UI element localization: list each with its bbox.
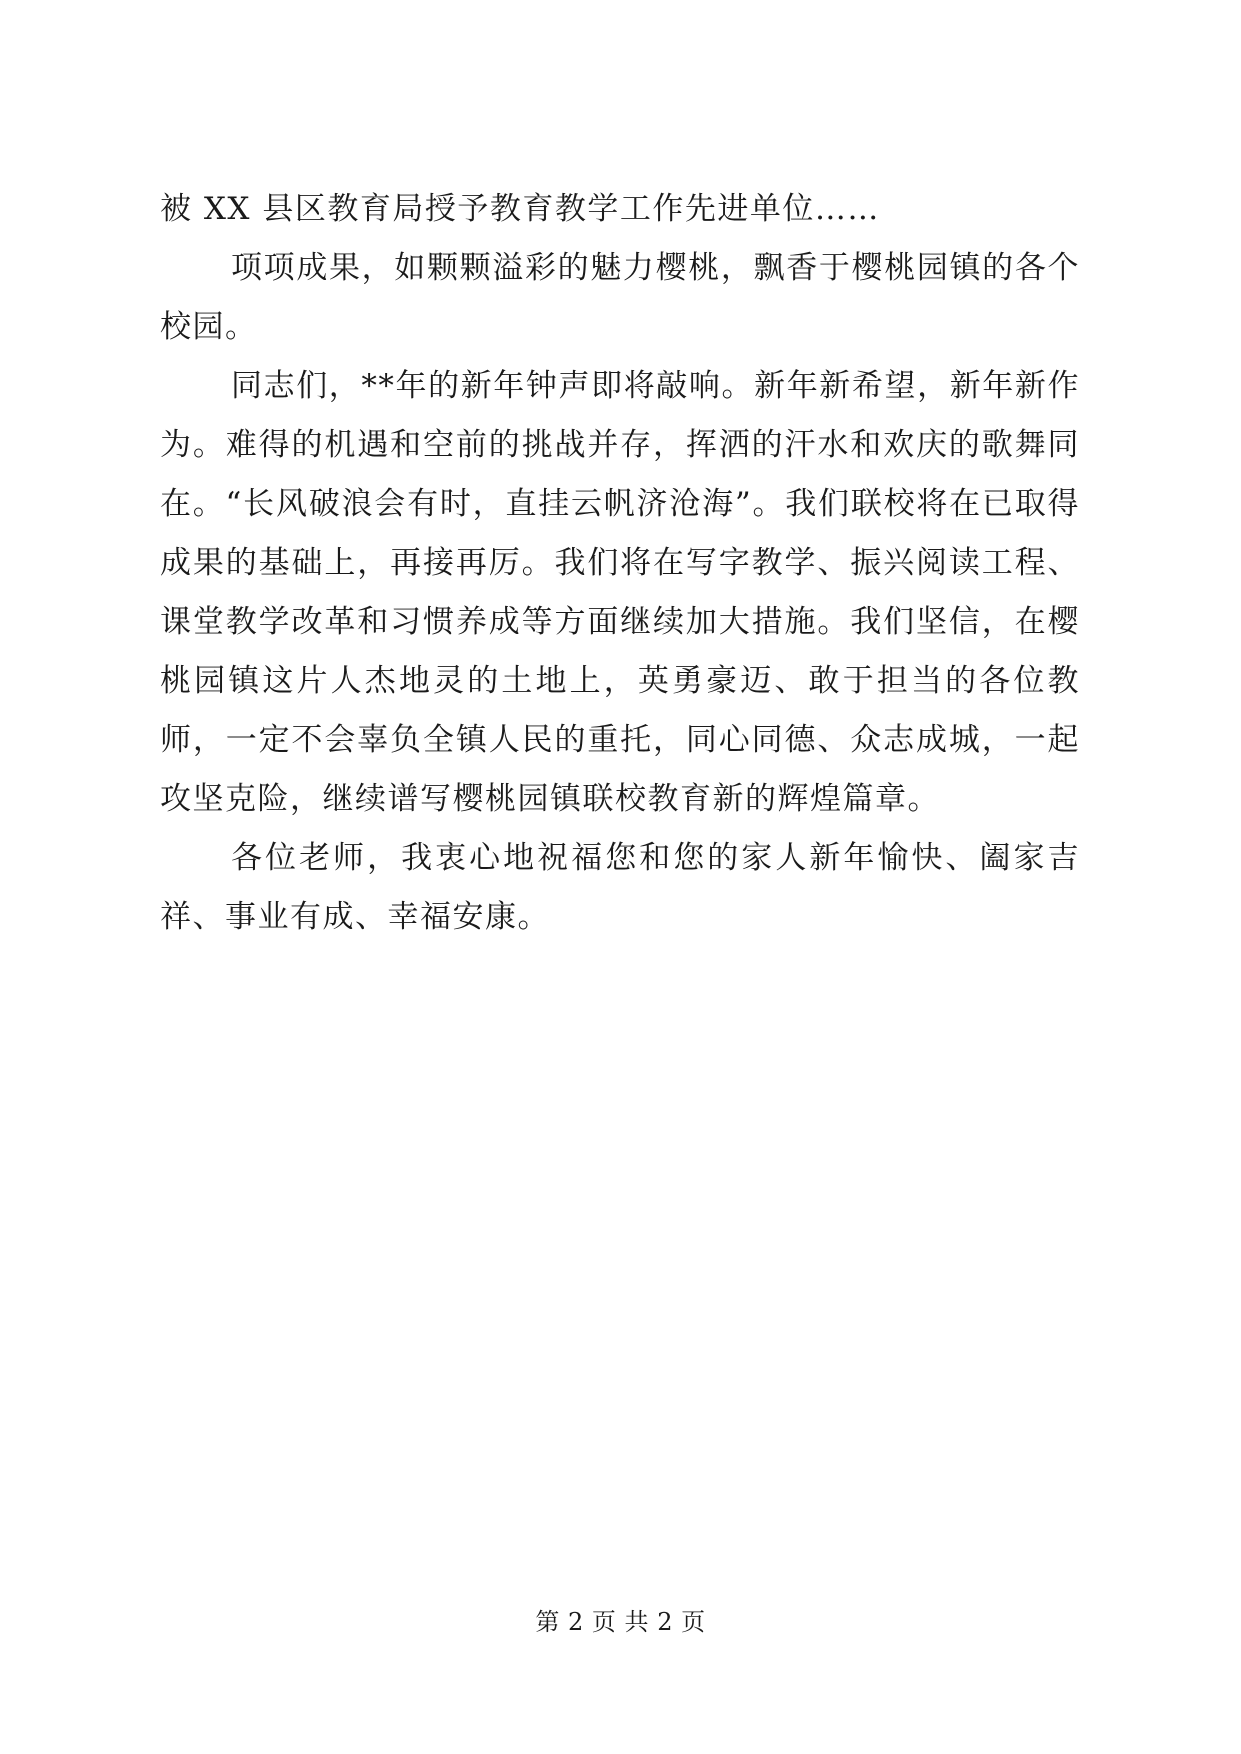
page-number-footer: 第 2 页 共 2 页 [535, 1608, 706, 1636]
paragraph-achievements: 项项成果，如颗颗溢彩的魅力樱桃，飘香于樱桃园镇的各个校园。 [160, 250, 1080, 345]
document-body [160, 180, 1080, 947]
paragraph-blessing: 各位老师，我衷心地祝福您和您的家人新年愉快、阖家吉祥、事业有成、幸福安康。 [160, 840, 1080, 935]
paragraph-continuation: 被 XX 县区教育局授予教育教学工作先进单位…… [160, 191, 880, 227]
paragraph-new-year-outlook: 同志们，**年的新年钟声即将敲响。新年新希望，新年新作为。难得的机遇和空前的挑战并存，挥洒的汗水和欢庆的歌舞同在。“长风破浪会有时，直挂云帆济沧海”。我们联校将在已取得成果的基础上，再接再厉。我们将在写字教学、振兴阅读工程、课堂教学改革和习惯养成等方面继续加大措施。我们坚信，在樱桃园镇这片人杰地灵的土地上，英勇豪迈、敢于担当的各位教师，一定不会辜负全镇人民的重托，同心同德、众志成城，一起攻坚克险，继续谱写樱桃园镇联校教育新的辉煌篇章。 [160, 368, 1080, 817]
